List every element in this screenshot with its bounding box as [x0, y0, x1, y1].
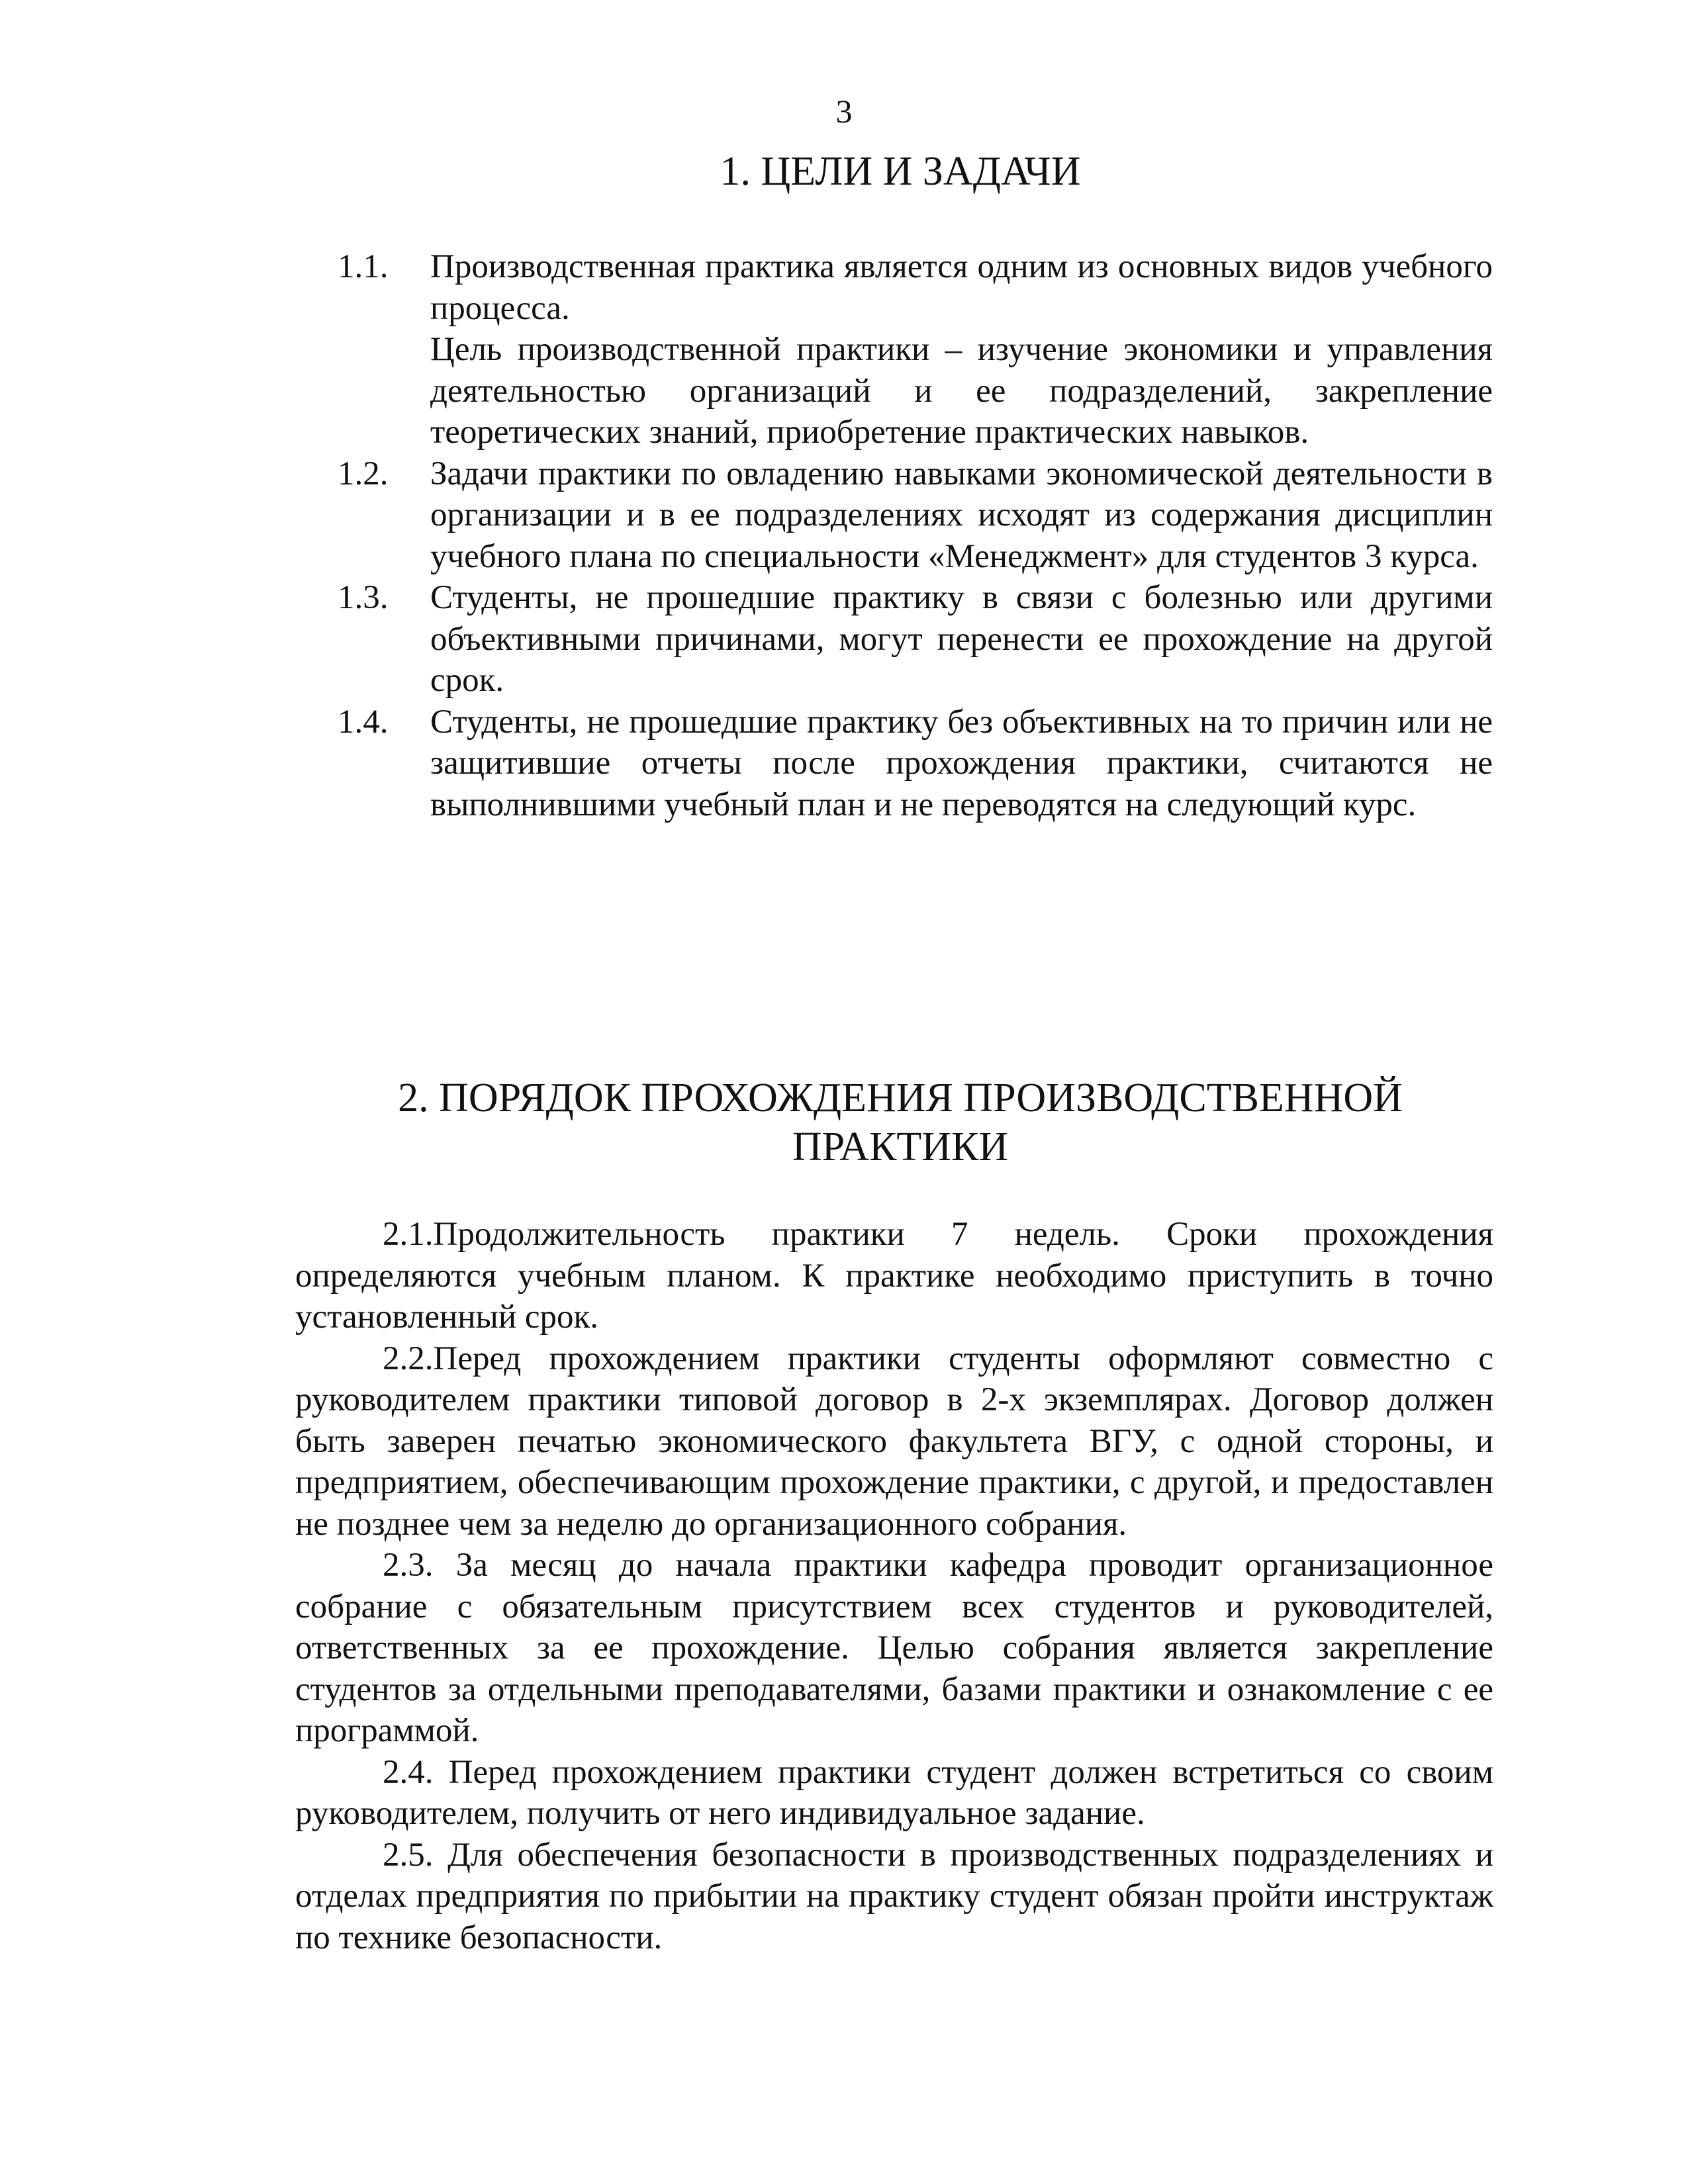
- item-number: 1.4.: [338, 703, 389, 741]
- item-number: 1.1.: [338, 248, 389, 285]
- section1-title: 1. ЦЕЛИ И ЗАДАЧИ: [720, 149, 1081, 194]
- section2-paragraph: 2.3. За месяц до начала практики кафедра проводит организационное собрание с обязательным присутствием всех студентов и руководителей, ответственных за ее прохождение. Целью собрания является закрепление студентов за отдельными преподавателями, базами практики и ознакомление с ее программой.: [295, 1547, 1493, 1749]
- section2-title-line2: ПРАКТИКИ: [792, 1124, 1009, 1169]
- list-item: [0, 702, 1688, 826]
- section2-paragraph: 2.2.Перед прохождением практики студенты оформляют совместно с руководителем практики типовой договор в 2-х экземплярах. Договор должен быть заверен печатью экономического факультета ВГУ, с одной стороны, и предприятием, обеспечивающим прохождение практики, с другой, и предоставлен не позднее чем за неделю до организационного собрания.: [295, 1340, 1493, 1543]
- item-paragraph: Производственная практика является одним из основных видов учебного процесса.: [430, 248, 1493, 327]
- page-number: 3: [835, 93, 853, 130]
- item-body: [430, 577, 1493, 702]
- list-item: [0, 453, 1688, 578]
- item-number: 1.3.: [338, 579, 389, 616]
- item-paragraph: Цель производственной практики – изучение экономики и управления деятельностью организаций и ее подразделений, закрепление теоретических знаний, приобретение практических навыков.: [430, 331, 1493, 451]
- item-paragraph: Студенты, не прошедшие практику в связи с болезнью или другими объективными причинами, могут перенести ее прохождение на другой срок.: [430, 579, 1493, 699]
- section1-list: [0, 246, 1688, 825]
- item-number: 1.2.: [338, 455, 389, 492]
- section2-title-line1: 2. ПОРЯДОК ПРОХОЖДЕНИЯ ПРОИЗВОДСТВЕННОЙ: [398, 1075, 1403, 1120]
- item-paragraph: Студенты, не прошедшие практику без объективных на то причин или не защитившие отчеты после прохождения практики, считаются не выполнившими учебный план и не переводятся на следующий курс.: [430, 703, 1493, 823]
- section2-paragraph: 2.5. Для обеспечения безопасности в производственных подразделениях и отделах предприятия по прибытии на практику студент обязан пройти инструктаж по технике безопасности.: [295, 1836, 1493, 1956]
- item-body: [430, 246, 1493, 453]
- section2-body: [295, 1214, 1493, 1958]
- list-item: [0, 577, 1688, 702]
- item-paragraph: Задачи практики по овладению навыками экономической деятельности в организации и в ее подразделениях исходят из содержания дисциплин учебного плана по специальности «Менеджмент» для студентов 3 курса.: [430, 455, 1493, 575]
- section2-title: [291, 1073, 1509, 1171]
- section2-paragraph: 2.4. Перед прохождением практики студент должен встретиться со своим руководителем, получить от него индивидуальное задание.: [295, 1753, 1493, 1832]
- section2-paragraph: 2.1.Продолжительность практики 7 недель. Сроки прохождения определяются учебным планом. К практике необходимо приступить в точно установленный срок.: [295, 1216, 1493, 1336]
- item-body: [430, 453, 1493, 578]
- list-item: [0, 246, 1688, 453]
- item-body: [430, 702, 1493, 826]
